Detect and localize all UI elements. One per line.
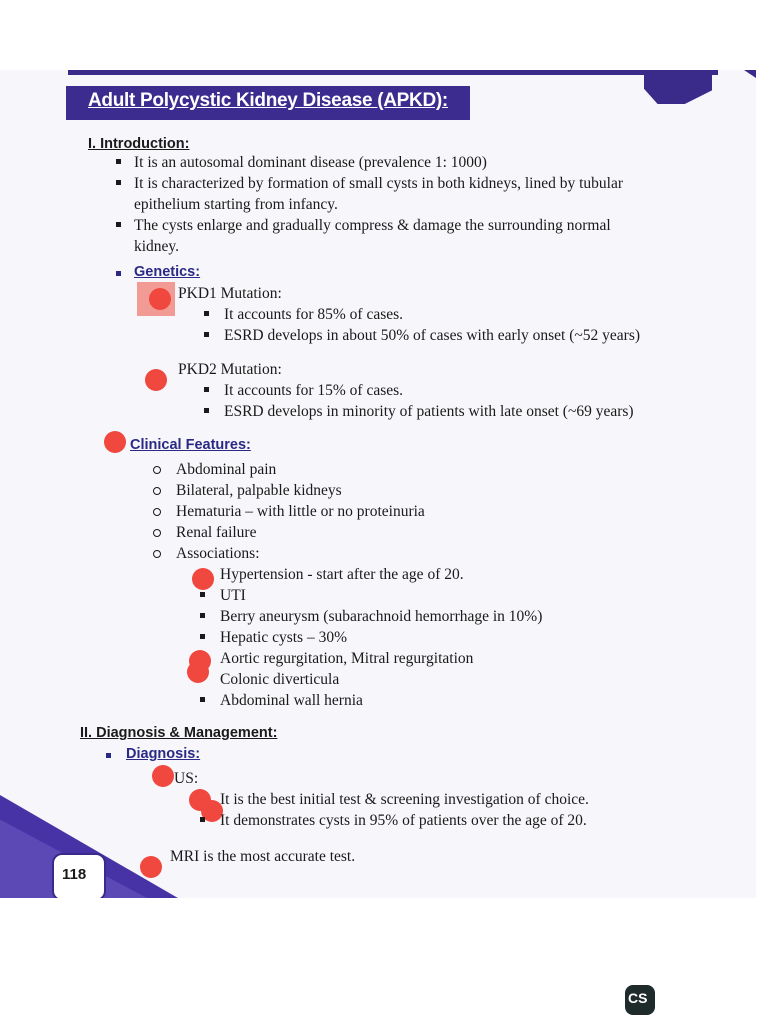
top-rule xyxy=(68,70,718,75)
clinical-item: Associations: xyxy=(176,545,260,562)
mri-item: MRI is the most accurate test. xyxy=(170,848,356,865)
red-dot-marker xyxy=(187,661,209,683)
bullet xyxy=(200,634,205,639)
diagnosis-section-heading: II. Diagnosis & Management: xyxy=(80,725,278,741)
bullet xyxy=(106,753,111,758)
association-item: Aortic regurgitation, Mitral regurgitation xyxy=(220,650,474,667)
red-dot-marker xyxy=(149,288,171,310)
association-item: Berry aneurysm (subarachnoid hemorrhage in 10%) xyxy=(220,608,543,625)
bullet xyxy=(204,387,209,392)
clinical-item: Renal failure xyxy=(176,524,257,541)
red-dot-marker xyxy=(104,431,126,453)
camscanner-logo-text: CS xyxy=(628,990,648,1006)
red-dot-marker xyxy=(192,568,214,590)
corner-arrow-decoration xyxy=(744,70,756,78)
diagnosis-subheading: Diagnosis: xyxy=(126,746,201,762)
bullet xyxy=(200,592,205,597)
page-number: 118 xyxy=(62,866,87,883)
bullet xyxy=(200,697,205,702)
bullet xyxy=(204,408,209,413)
clinical-item: Bilateral, palpable kidneys xyxy=(176,482,342,499)
red-dot-marker xyxy=(145,369,167,391)
pkd2-label: PKD2 Mutation: xyxy=(178,361,282,378)
intro-item-cont: kidney. xyxy=(134,238,180,255)
bullet xyxy=(200,613,205,618)
bullet xyxy=(204,311,209,316)
association-item: Colonic diverticula xyxy=(220,671,340,688)
page-title: Adult Polycystic Kidney Disease (APKD): xyxy=(88,90,448,111)
document-page xyxy=(0,70,756,898)
intro-item: It is an autosomal dominant disease (prevalence 1: 1000) xyxy=(134,154,487,171)
corner-tab-decoration xyxy=(644,70,712,104)
circle-bullet xyxy=(153,466,161,474)
circle-bullet xyxy=(153,529,161,537)
intro-item-cont: epithelium starting from infancy. xyxy=(134,196,338,213)
association-item: Hypertension - start after the age of 20. xyxy=(220,566,464,583)
circle-bullet xyxy=(153,508,161,516)
us-label: US: xyxy=(174,770,199,787)
genetics-heading: Genetics: xyxy=(134,264,201,280)
bullet xyxy=(116,180,121,185)
bullet xyxy=(116,271,121,276)
us-item: It demonstrates cysts in 95% of patients over the age of 20. xyxy=(220,812,587,829)
clinical-item: Hematuria – with little or no proteinuria xyxy=(176,503,425,520)
association-item: UTI xyxy=(220,587,246,604)
association-item: Hepatic cysts – 30% xyxy=(220,629,347,646)
pkd2-item: It accounts for 15% of cases. xyxy=(224,382,404,399)
bullet xyxy=(200,817,205,822)
intro-item: It is characterized by formation of small cysts in both kidneys, lined by tubular xyxy=(134,175,623,192)
intro-heading: I. Introduction: xyxy=(88,136,190,152)
pkd1-item: It accounts for 85% of cases. xyxy=(224,306,404,323)
red-dot-marker xyxy=(140,856,162,878)
bullet xyxy=(116,222,121,227)
circle-bullet xyxy=(153,550,161,558)
clinical-heading: Clinical Features: xyxy=(130,437,251,453)
circle-bullet xyxy=(153,487,161,495)
pkd2-item: ESRD develops in minority of patients with late onset (~69 years) xyxy=(224,403,634,420)
red-dot-marker xyxy=(152,765,174,787)
bullet xyxy=(116,159,121,164)
clinical-item: Abdominal pain xyxy=(176,461,277,478)
us-item: It is the best initial test & screening investigation of choice. xyxy=(220,791,589,808)
pkd1-label: PKD1 Mutation: xyxy=(178,285,282,302)
bullet xyxy=(204,332,209,337)
intro-item: The cysts enlarge and gradually compress & damage the surrounding normal xyxy=(134,217,611,234)
association-item: Abdominal wall hernia xyxy=(220,692,363,709)
pkd1-item: ESRD develops in about 50% of cases with early onset (~52 years) xyxy=(224,327,641,344)
